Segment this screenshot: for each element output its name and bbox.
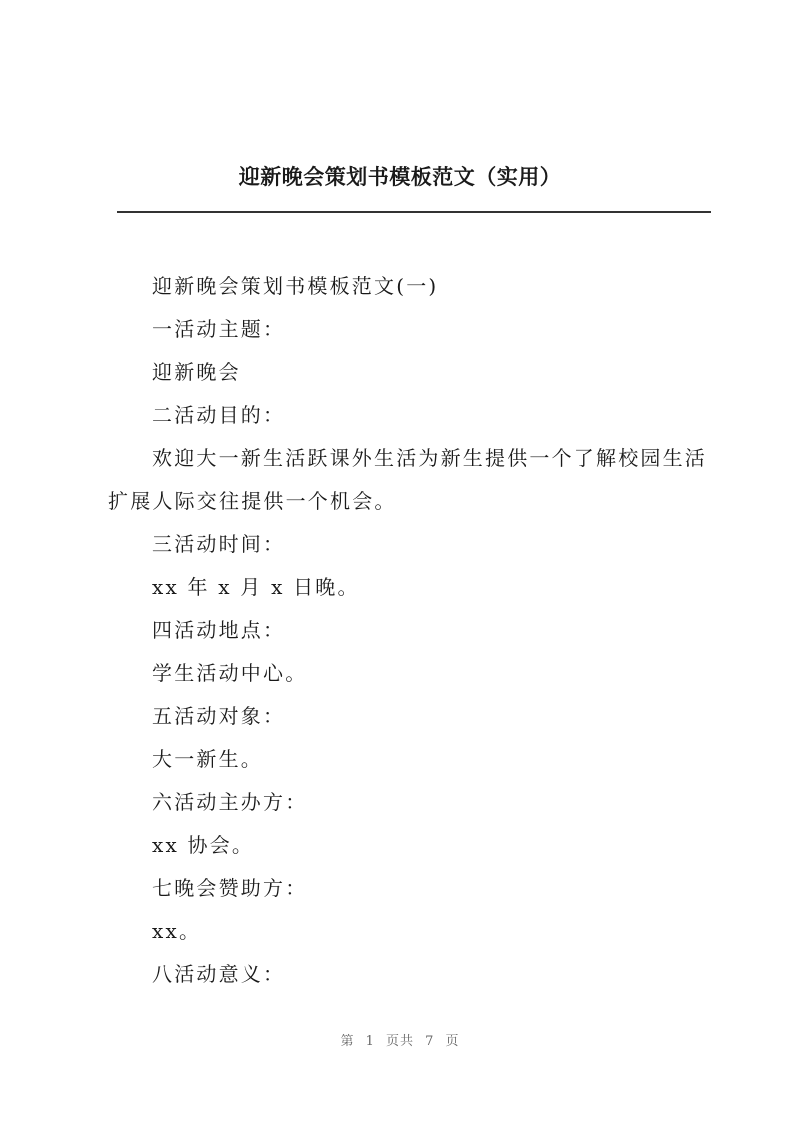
paragraph-sponsor: xx。 <box>152 919 202 943</box>
document-body <box>108 265 708 996</box>
heading-activity-location: 四活动地点： <box>152 618 286 642</box>
paragraph-subtitle: 迎新晚会策划书模板范文(一) <box>152 274 439 298</box>
paragraph-activity-time: xx 年 x 月 x 日晚。 <box>152 575 360 599</box>
document-title: 迎新晚会策划书模板范文（实用） <box>238 164 562 189</box>
heading-activity-purpose: 二活动目的： <box>152 403 286 427</box>
title-divider <box>117 211 711 213</box>
paragraph-organizer: xx 协会。 <box>152 833 255 857</box>
heading-activity-audience: 五活动对象： <box>152 704 286 728</box>
paragraph-activity-audience: 大一新生。 <box>152 747 263 771</box>
heading-activity-significance: 八活动意义： <box>152 962 286 986</box>
heading-activity-theme: 一活动主题： <box>152 317 286 341</box>
page-footer: 第 1 页共 7 页 <box>340 1034 460 1049</box>
paragraph-activity-purpose: 欢迎大一新生活跃课外生活为新生提供一个了解校园生活扩展人际交往提供一个机会。 <box>108 446 707 513</box>
paragraph-activity-location: 学生活动中心。 <box>152 661 308 685</box>
heading-sponsor: 七晚会赞助方： <box>152 876 308 900</box>
heading-activity-time: 三活动时间： <box>152 532 286 556</box>
paragraph-activity-theme: 迎新晚会 <box>152 360 241 384</box>
heading-organizer: 六活动主办方： <box>152 790 308 814</box>
